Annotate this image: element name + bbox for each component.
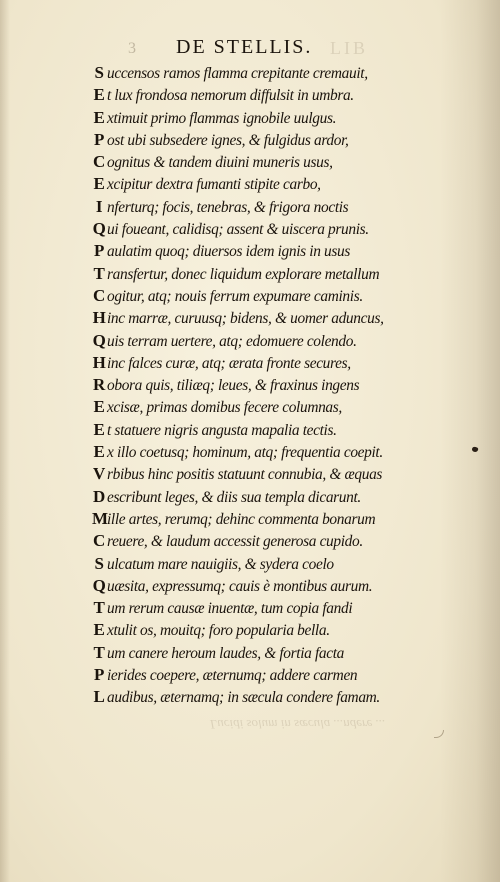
verse-line: [92, 530, 442, 552]
verse-initial: S: [94, 63, 104, 82]
verse-line: [92, 686, 442, 708]
page-left-edge: [0, 0, 10, 882]
bleed-through-bottom: Lucidi solum in sæcula ...ndere ...: [210, 717, 386, 732]
verse-text: uæsita, expressumq; cauis è montibus aurum.: [107, 577, 373, 595]
verse-line: [92, 84, 442, 106]
verse-initial: L: [93, 687, 105, 707]
verse-initial: P: [93, 129, 105, 149]
verse-line: [92, 619, 442, 641]
verse-text: ierides coepere, æternumq; addere carmen: [107, 667, 358, 685]
verse-text: ost ubi subsedere ignes, & fulgidus ardor,: [107, 131, 349, 149]
bleed-through-head: LIB: [330, 38, 368, 58]
verse-initial: H: [92, 352, 106, 372]
verse-initial: Q: [92, 575, 106, 595]
verse-initial: Q: [92, 330, 106, 350]
verse-text: ogitur, atq; nouis ferrum expumare caminis.: [107, 287, 363, 305]
verse-initial: P: [93, 241, 105, 261]
verse-line: [92, 62, 442, 84]
verse-initial: E: [93, 442, 105, 462]
verse-text: rbibus hinc positis statuunt connubia, & æquas: [107, 466, 383, 484]
verse-initial: E: [93, 107, 105, 127]
verse-initial: T: [93, 263, 105, 283]
page-header: [0, 34, 500, 62]
verse-text: x illo coetusq; hominum, atq; frequentia coepit.: [107, 444, 383, 462]
verse-line: [92, 441, 442, 463]
verse-line: [92, 486, 442, 508]
verse-line: [92, 218, 442, 240]
verse-text: ransfertur, donec liquidum explorare metallum: [107, 265, 380, 283]
page-ornament: 3: [128, 40, 137, 57]
verse-initial: R: [93, 375, 105, 395]
verse-initial: I: [95, 196, 103, 216]
verse-text: t lux frondosa nemorum diffulsit in umbra.: [107, 87, 354, 105]
verse-initial: E: [93, 397, 105, 417]
verse-text: obora quis, tiliæq; leues, & fraxinus ingens: [107, 377, 360, 395]
verse-initial: Q: [92, 219, 106, 239]
verse-line: [92, 597, 442, 619]
verse-text: inc falces curæ, atq; ærata fronte secures,: [107, 354, 351, 372]
verse-line: [92, 374, 442, 396]
verse-line: [92, 508, 442, 530]
verse-line: [92, 575, 442, 597]
verse-initial: E: [93, 620, 105, 640]
verse-initial: M: [92, 508, 108, 528]
verse-initial: C: [93, 531, 105, 551]
verse-line: [92, 330, 442, 352]
verse-text: reuere, & laudum accessit generosa cupido.: [107, 533, 363, 551]
verse-line: [92, 352, 442, 374]
verse-text: xcisæ, primas domibus fecere columnas,: [107, 399, 342, 417]
verse-line: [92, 151, 442, 173]
verse-line: [92, 664, 442, 686]
verse-initial: D: [93, 486, 105, 506]
verse-text: inc marræ, curuusq; bidens, & uomer aduncus,: [107, 310, 384, 328]
verse-initial: P: [93, 665, 105, 685]
verse-text: xtulit os, mouitq; foro popularia bella.: [107, 622, 330, 640]
verse-text: escribunt leges, & diis sua templa dicarunt.: [107, 488, 361, 506]
verse-text: aulatim quoq; diuersos idem ignis in usus: [107, 243, 351, 261]
verse-text: xcipitur dextra fumanti stipite carbo,: [107, 176, 321, 194]
verse-initial: E: [93, 419, 105, 439]
verse-text: ille artes, rerumq; dehinc commenta bonarum: [107, 510, 376, 528]
verse-line: [92, 285, 442, 307]
verse-line: [92, 307, 442, 329]
verse-line: [92, 107, 442, 129]
verse-line: [92, 642, 442, 664]
verse-block: [92, 62, 442, 709]
verse-text: um canere heroum laudes, & fortia facta: [107, 644, 344, 662]
verse-text: uis terram uertere, atq; edomuere colendo.: [107, 332, 357, 350]
verse-line: [92, 419, 442, 441]
verse-text: ulcatum mare nauigiis, & sydera coelo: [107, 555, 334, 573]
verse-text: audibus, æternamq; in sæcula condere famam.: [107, 689, 380, 707]
verse-initial: T: [93, 598, 105, 618]
verse-initial: V: [93, 464, 105, 484]
verse-initial: E: [93, 174, 105, 194]
verse-line: [92, 196, 442, 218]
verse-initial: H: [92, 308, 106, 328]
verse-line: [92, 396, 442, 418]
verse-text: nferturq; focis, tenebras, & frigora noctis: [107, 198, 349, 216]
verse-line: [92, 129, 442, 151]
verse-initial: C: [93, 152, 105, 172]
verse-initial: S: [94, 553, 104, 573]
verse-line: [92, 553, 442, 575]
verse-line: [92, 240, 442, 262]
verse-text: uccensos ramos flamma crepitante cremauit,: [107, 65, 368, 82]
verse-initial: C: [93, 285, 105, 305]
verse-text: ognitus & tandem diuini muneris usus,: [107, 154, 333, 172]
verse-text: um rerum causæ inuentæ, tum copia fandi: [107, 600, 353, 618]
verse-text: t statuere nigris angusta mapalia tectis.: [107, 421, 337, 439]
verse-line: [92, 463, 442, 485]
verse-line: [92, 173, 442, 195]
verse-line: [92, 263, 442, 285]
verse-initial: E: [93, 85, 105, 105]
running-head: DE STELLIS.: [176, 36, 313, 58]
verse-text: xtimuit primo flammas ignobile uulgus.: [107, 109, 337, 127]
verse-initial: T: [93, 642, 105, 662]
verse-text: ui foueant, calidisq; assent & uiscera prunis.: [107, 221, 369, 239]
gutter-shadow: [440, 0, 500, 882]
